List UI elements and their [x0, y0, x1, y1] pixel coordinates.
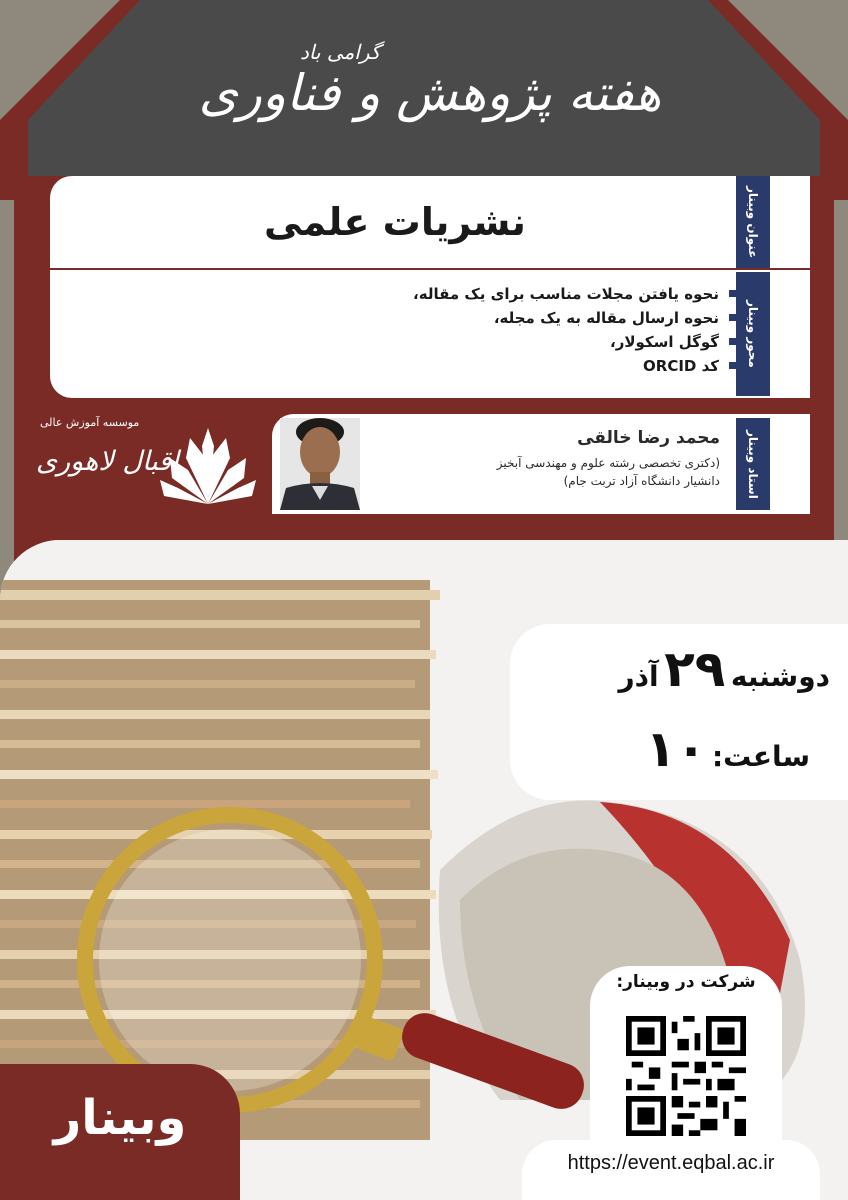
title-card-cap: [770, 176, 810, 268]
header-subtitle: گرامی باد: [300, 40, 381, 64]
institute-type: موسسه آموزش عالی: [40, 416, 140, 429]
qr-code[interactable]: [626, 1016, 746, 1136]
webinar-badge-label: وبینار: [53, 1090, 187, 1146]
topics-list: [60, 282, 725, 378]
speaker-card-cap: [770, 414, 810, 514]
institute-name: اقبال لاهوری: [36, 446, 179, 477]
topic-item: نحوه ارسال مقاله به یک مجله،: [493, 309, 719, 327]
date-line: [520, 640, 830, 698]
time-label: ساعت:: [711, 740, 810, 773]
time-value: ۱۰: [645, 720, 707, 778]
time-line: [520, 720, 810, 778]
topics-tag: محور وبینار: [736, 272, 770, 396]
registration-url[interactable]: https://event.eqbal.ac.ir: [567, 1152, 775, 1174]
topic-item: نحوه یافتن مجلات مناسب برای یک مقاله،: [413, 285, 719, 303]
topic-item: گوگل اسکولار،: [610, 333, 719, 351]
title-tag: عنوان وبینار: [736, 176, 770, 268]
topic-bullet: [729, 290, 736, 297]
header-title: هفته پژوهش و فناوری: [198, 64, 662, 122]
topic-bullet: [729, 362, 736, 369]
day-number: ۲۹: [664, 640, 726, 698]
speaker-tag: استاد وبینار: [736, 418, 770, 510]
webinar-title: نشریات علمی: [264, 200, 526, 244]
speaker-photo: [280, 418, 360, 510]
topic-bullet: [729, 314, 736, 321]
registration-label: شرکت در وبینار:: [616, 972, 756, 992]
speaker-degree: (دکتری تخصصی رشته علوم و مهندسی آبخیز: [496, 456, 720, 470]
topic-item: کد ORCID: [643, 357, 719, 375]
month: آذر: [618, 660, 659, 693]
topic-bullet: [729, 338, 736, 345]
speaker-position: دانشیار دانشگاه آزاد تربت جام): [563, 474, 720, 488]
weekday: دوشنبه: [730, 660, 830, 693]
topics-card-cap: [770, 270, 810, 398]
speaker-name: محمد رضا خالقی: [577, 428, 720, 448]
